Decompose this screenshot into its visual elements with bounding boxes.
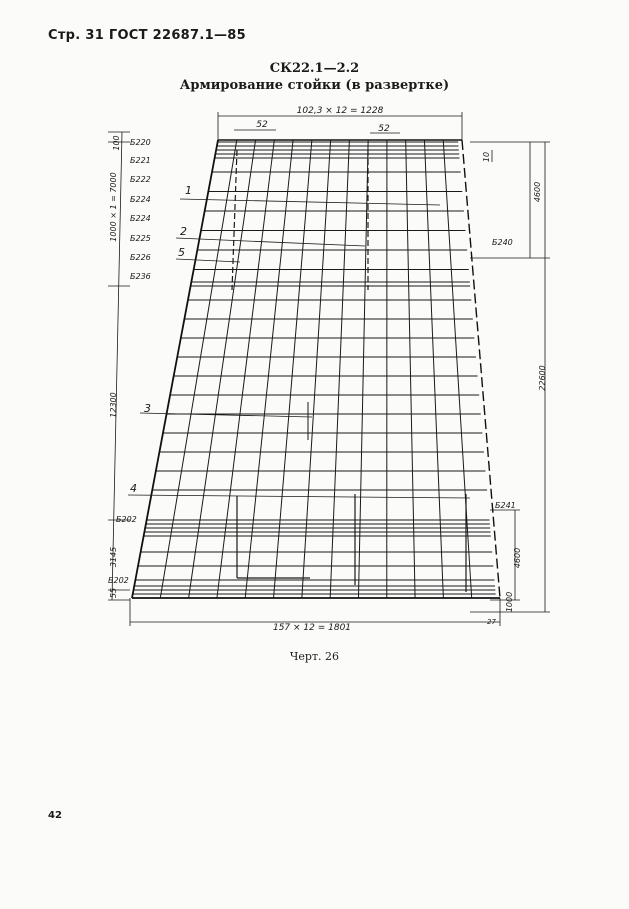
bar-label-b202-a: Б202 bbox=[116, 515, 137, 524]
left-dim-55: 55 bbox=[109, 587, 118, 599]
right-dim-4600-top: 4600 bbox=[533, 181, 542, 203]
dim-52-right-text: 52 bbox=[378, 124, 390, 134]
vertical-bar bbox=[330, 140, 349, 598]
callout-3: 3 bbox=[144, 402, 151, 415]
bar-label-b224-b: Б224 bbox=[130, 214, 151, 223]
figure-caption: Черт. 26 bbox=[289, 650, 340, 663]
bar-label-b202-b: Б202 bbox=[108, 576, 129, 585]
bar-label-b236: Б236 bbox=[130, 272, 151, 281]
right-dim-27: 27 bbox=[487, 618, 496, 626]
bar-label-b222: Б222 bbox=[130, 175, 151, 184]
vertical-bar bbox=[424, 140, 443, 598]
dim-top-text: 102,3 × 12 = 1228 bbox=[296, 106, 384, 116]
left-dim-3145: 3145 bbox=[109, 546, 118, 568]
callout-1: 1 bbox=[185, 184, 192, 197]
callout-leader bbox=[176, 238, 365, 246]
bar-label-b241: Б241 bbox=[495, 501, 516, 510]
dim-52-left-text: 52 bbox=[256, 120, 268, 130]
callout-leader bbox=[180, 199, 440, 205]
page-header: Стр. 31 ГОСТ 22687.1—85 bbox=[48, 28, 246, 43]
right-dim-22600: 22600 bbox=[538, 365, 547, 391]
right-dim-10: 10 bbox=[482, 151, 491, 163]
drawing-subtitle: Армирование стойки (в развертке) bbox=[179, 78, 450, 93]
callout-leader bbox=[128, 495, 470, 498]
callout-leader bbox=[176, 259, 240, 262]
bar-label-b220: Б220 bbox=[130, 138, 151, 147]
drawing-code: СК22.1—2.2 bbox=[269, 61, 360, 76]
bar-label-b221: Б221 bbox=[130, 156, 151, 165]
bar-label-b224-a: Б224 bbox=[130, 195, 151, 204]
callout-5: 5 bbox=[178, 246, 185, 259]
callout-4: 4 bbox=[130, 482, 137, 495]
bar-label-b225: Б225 bbox=[130, 234, 151, 243]
page-number: 42 bbox=[48, 810, 62, 821]
vertical-bar bbox=[245, 140, 293, 598]
bar-label-b226: Б226 bbox=[130, 253, 151, 262]
mesh-left-edge bbox=[132, 140, 218, 598]
left-dim-100: 100 bbox=[112, 135, 121, 151]
vertical-bar bbox=[443, 140, 471, 598]
left-dim-7000: 1000 × 1 = 7000 bbox=[109, 172, 118, 242]
mesh-grid bbox=[133, 140, 496, 598]
left-dim-12300: 12300 bbox=[109, 392, 118, 418]
dim-bottom-text: 157 × 12 = 1801 bbox=[272, 623, 352, 633]
right-dim-1000: 1000 bbox=[505, 591, 514, 613]
vertical-bar bbox=[406, 140, 415, 598]
right-dim-4600-bottom: 4600 bbox=[513, 547, 522, 569]
vertical-bar bbox=[358, 140, 368, 598]
bar-label-b240: Б240 bbox=[492, 238, 513, 247]
callout-2: 2 bbox=[180, 225, 187, 238]
